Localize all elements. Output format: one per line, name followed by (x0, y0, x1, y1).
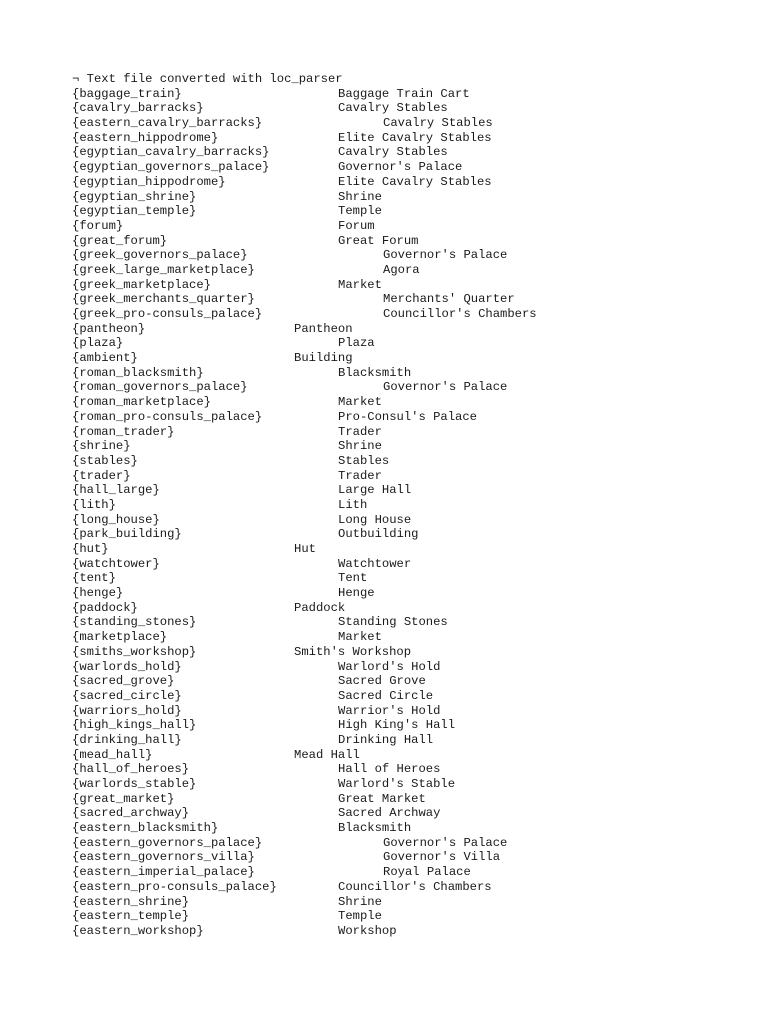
entry-value: Governor's Palace (338, 160, 463, 175)
entry-value: Sacred Archway (338, 806, 441, 821)
entry-key: {eastern_pro-consuls_palace} (72, 879, 277, 894)
entry-value: Market (338, 395, 382, 410)
list-item (72, 674, 752, 689)
entry-key: {eastern_shrine} (72, 894, 190, 909)
entry-key: {hall_large} (72, 483, 160, 498)
entry-key: {long_house} (72, 512, 160, 527)
entry-key: {tent} (72, 571, 116, 586)
entry-key: {plaza} (72, 336, 124, 351)
list-item (72, 483, 752, 498)
list-item (72, 336, 752, 351)
entry-key: {ambient} (72, 351, 138, 366)
list-item (72, 454, 752, 469)
list-item (72, 234, 752, 249)
list-item (72, 660, 752, 675)
entry-key: {greek_large_marketplace} (72, 262, 255, 277)
entry-key: {warlords_stable} (72, 777, 197, 791)
entry-key: {roman_pro-consuls_palace} (72, 409, 263, 424)
list-item (72, 322, 752, 337)
list-item (72, 131, 752, 146)
entry-value: Plaza (338, 336, 375, 351)
list-item (72, 615, 752, 630)
list-item (72, 160, 752, 175)
list-item (72, 87, 752, 102)
entry-key: {great_market} (72, 791, 175, 806)
list-item (72, 821, 752, 836)
entry-key: {eastern_temple} (72, 909, 190, 924)
list-item (72, 116, 752, 131)
entry-key: {roman_marketplace} (72, 395, 211, 410)
entry-key: {greek_merchants_quarter} (72, 292, 255, 307)
entry-value: Great Market (338, 791, 426, 806)
entry-key: {stables} (72, 453, 138, 468)
entry-value: Smith's Workshop (294, 644, 412, 659)
entry-key: {pantheon} (72, 321, 146, 336)
entry-key: {marketplace} (72, 630, 168, 645)
entry-key: {warlords_hold} (72, 659, 182, 674)
entry-value: Warrior's Hold (338, 703, 441, 718)
entry-value: Blacksmith (338, 365, 412, 380)
entry-key: {lith} (72, 497, 116, 512)
entry-key: {watchtower} (72, 556, 160, 571)
entry-value: Watchtower (338, 556, 412, 571)
entry-value: Stables (338, 453, 390, 468)
entry-value: Mead Hall (294, 747, 360, 762)
list-item (72, 410, 752, 425)
list-item (72, 689, 752, 704)
entry-value: Merchants' Quarter (383, 292, 515, 307)
entry-key: {park_building} (72, 527, 182, 542)
entry-key: {sacred_archway} (72, 806, 190, 821)
entry-value: Cavalry Stables (338, 101, 448, 116)
entry-value: Sacred Grove (338, 674, 426, 689)
list-item (72, 175, 752, 190)
entry-key: {mead_hall} (72, 747, 153, 762)
list-item (72, 806, 752, 821)
list-item (72, 571, 752, 586)
entry-key: {cavalry_barracks} (72, 101, 204, 116)
entry-value: Warlord's Stable (338, 777, 456, 791)
entry-key: {egyptian_shrine} (72, 189, 197, 204)
list-item (72, 586, 752, 601)
entry-key: {great_forum} (72, 233, 168, 248)
entry-key: {egyptian_governors_palace} (72, 160, 270, 175)
list-item (72, 292, 752, 307)
entry-value: Cavalry Stables (383, 116, 493, 131)
entry-value: Large Hall (338, 483, 412, 498)
entry-key: {warriors_hold} (72, 703, 182, 718)
list-item (72, 278, 752, 293)
list-item (72, 748, 752, 763)
list-item (72, 190, 752, 205)
entry-value: Temple (338, 204, 382, 219)
list-item (72, 601, 752, 616)
list-item (72, 351, 752, 366)
entry-key: {forum} (72, 218, 124, 233)
entry-value: Building (294, 351, 353, 366)
entry-value: Workshop (338, 923, 397, 938)
entry-key: {hall_of_heroes} (72, 762, 190, 777)
entry-value: Elite Cavalry Stables (338, 174, 492, 189)
entry-value: Temple (338, 909, 382, 924)
list-item (72, 762, 752, 777)
entry-value: Councillor's Chambers (338, 879, 492, 894)
list-item (72, 909, 752, 924)
entry-value: Sacred Circle (338, 688, 434, 703)
entry-key: {eastern_hippodrome} (72, 130, 219, 145)
entry-key: {sacred_circle} (72, 688, 182, 703)
entry-key: {drinking_hall} (72, 732, 182, 747)
entry-value: Shrine (338, 894, 382, 909)
list-item (72, 219, 752, 234)
entry-key: {roman_trader} (72, 424, 175, 439)
entry-key: {eastern_governors_palace} (72, 835, 263, 850)
list-item (72, 850, 752, 865)
entry-value: Governor's Palace (383, 380, 508, 395)
list-item (72, 366, 752, 381)
entry-value: Forum (338, 218, 375, 233)
entry-key: {baggage_train} (72, 86, 182, 101)
list-item (72, 777, 752, 792)
entry-value: Standing Stones (338, 615, 448, 630)
entry-value: Pantheon (294, 321, 353, 336)
list-item (72, 439, 752, 454)
list-item (72, 645, 752, 660)
entry-value: Market (338, 277, 382, 292)
list-item (72, 248, 752, 263)
entry-key: {greek_governors_palace} (72, 248, 248, 263)
entry-key: {high_kings_hall} (72, 718, 197, 733)
list-item (72, 204, 752, 219)
list-item (72, 542, 752, 557)
entry-key: {eastern_governors_villa} (72, 850, 255, 865)
entry-value: Hall of Heroes (338, 762, 441, 777)
list-item (72, 733, 752, 748)
entry-value: Hut (294, 542, 316, 556)
list-item (72, 527, 752, 542)
entry-value: Market (338, 630, 382, 645)
entry-value: Pro-Consul's Palace (338, 409, 477, 424)
entry-key: {henge} (72, 586, 124, 601)
entry-key: {egyptian_hippodrome} (72, 174, 226, 189)
entry-key: {smiths_workshop} (72, 644, 197, 659)
entry-value: Cavalry Stables (338, 145, 448, 160)
list-item (72, 718, 752, 733)
list-item (72, 380, 752, 395)
list-item (72, 263, 752, 278)
entry-key: {paddock} (72, 600, 138, 615)
entry-key: {eastern_blacksmith} (72, 821, 219, 836)
entry-value: Governor's Palace (383, 835, 508, 850)
list-item (72, 924, 752, 939)
entry-list (72, 87, 752, 939)
entry-value: Royal Palace (383, 865, 471, 880)
entry-key: {sacred_grove} (72, 674, 175, 689)
entry-key: {hut} (72, 542, 109, 556)
entry-value: Warlord's Hold (338, 659, 441, 674)
list-item (72, 307, 752, 322)
list-item (72, 101, 752, 116)
list-item (72, 425, 752, 440)
entry-value: Long House (338, 512, 412, 527)
entry-key: {egyptian_temple} (72, 204, 197, 219)
file-header: ¬ Text file converted with loc_parser (72, 72, 343, 86)
entry-value: Outbuilding (338, 527, 419, 542)
entry-value: Tent (338, 571, 368, 586)
list-item (72, 865, 752, 880)
entry-value: High King's Hall (338, 718, 456, 733)
entry-key: {eastern_workshop} (72, 923, 204, 938)
list-item (72, 145, 752, 160)
entry-value: Elite Cavalry Stables (338, 130, 492, 145)
entry-value: Agora (383, 262, 420, 277)
entry-value: Drinking Hall (338, 732, 434, 747)
list-item (72, 469, 752, 484)
list-item (72, 836, 752, 851)
list-item (72, 880, 752, 895)
entry-key: {trader} (72, 468, 131, 483)
entry-value: Blacksmith (338, 821, 412, 836)
list-item (72, 513, 752, 528)
entry-key: {shrine} (72, 439, 131, 454)
list-item (72, 498, 752, 513)
list-item (72, 395, 752, 410)
entry-value: Shrine (338, 439, 382, 454)
entry-key: {greek_pro-consuls_palace} (72, 307, 263, 321)
entry-key: {roman_governors_palace} (72, 380, 248, 395)
entry-value: Councillor's Chambers (383, 307, 537, 321)
list-item (72, 630, 752, 645)
entry-value: Shrine (338, 189, 382, 204)
entry-key: {eastern_cavalry_barracks} (72, 116, 263, 131)
list-item (72, 792, 752, 807)
entry-value: Trader (338, 424, 382, 439)
entry-key: {standing_stones} (72, 615, 197, 630)
entry-key: {egyptian_cavalry_barracks} (72, 145, 270, 160)
entry-key: {greek_marketplace} (72, 277, 211, 292)
list-item (72, 704, 752, 719)
list-item (72, 895, 752, 910)
entry-key: {eastern_imperial_palace} (72, 865, 255, 880)
entry-value: Great Forum (338, 233, 419, 248)
entry-value: Governor's Villa (383, 850, 501, 865)
entry-value: Baggage Train Cart (338, 86, 470, 101)
entry-value: Lith (338, 497, 368, 512)
entry-value: Paddock (294, 600, 346, 615)
list-item (72, 557, 752, 572)
entry-key: {roman_blacksmith} (72, 365, 204, 380)
entry-value: Trader (338, 468, 382, 483)
entry-value: Governor's Palace (383, 248, 508, 263)
entry-value: Henge (338, 586, 375, 601)
